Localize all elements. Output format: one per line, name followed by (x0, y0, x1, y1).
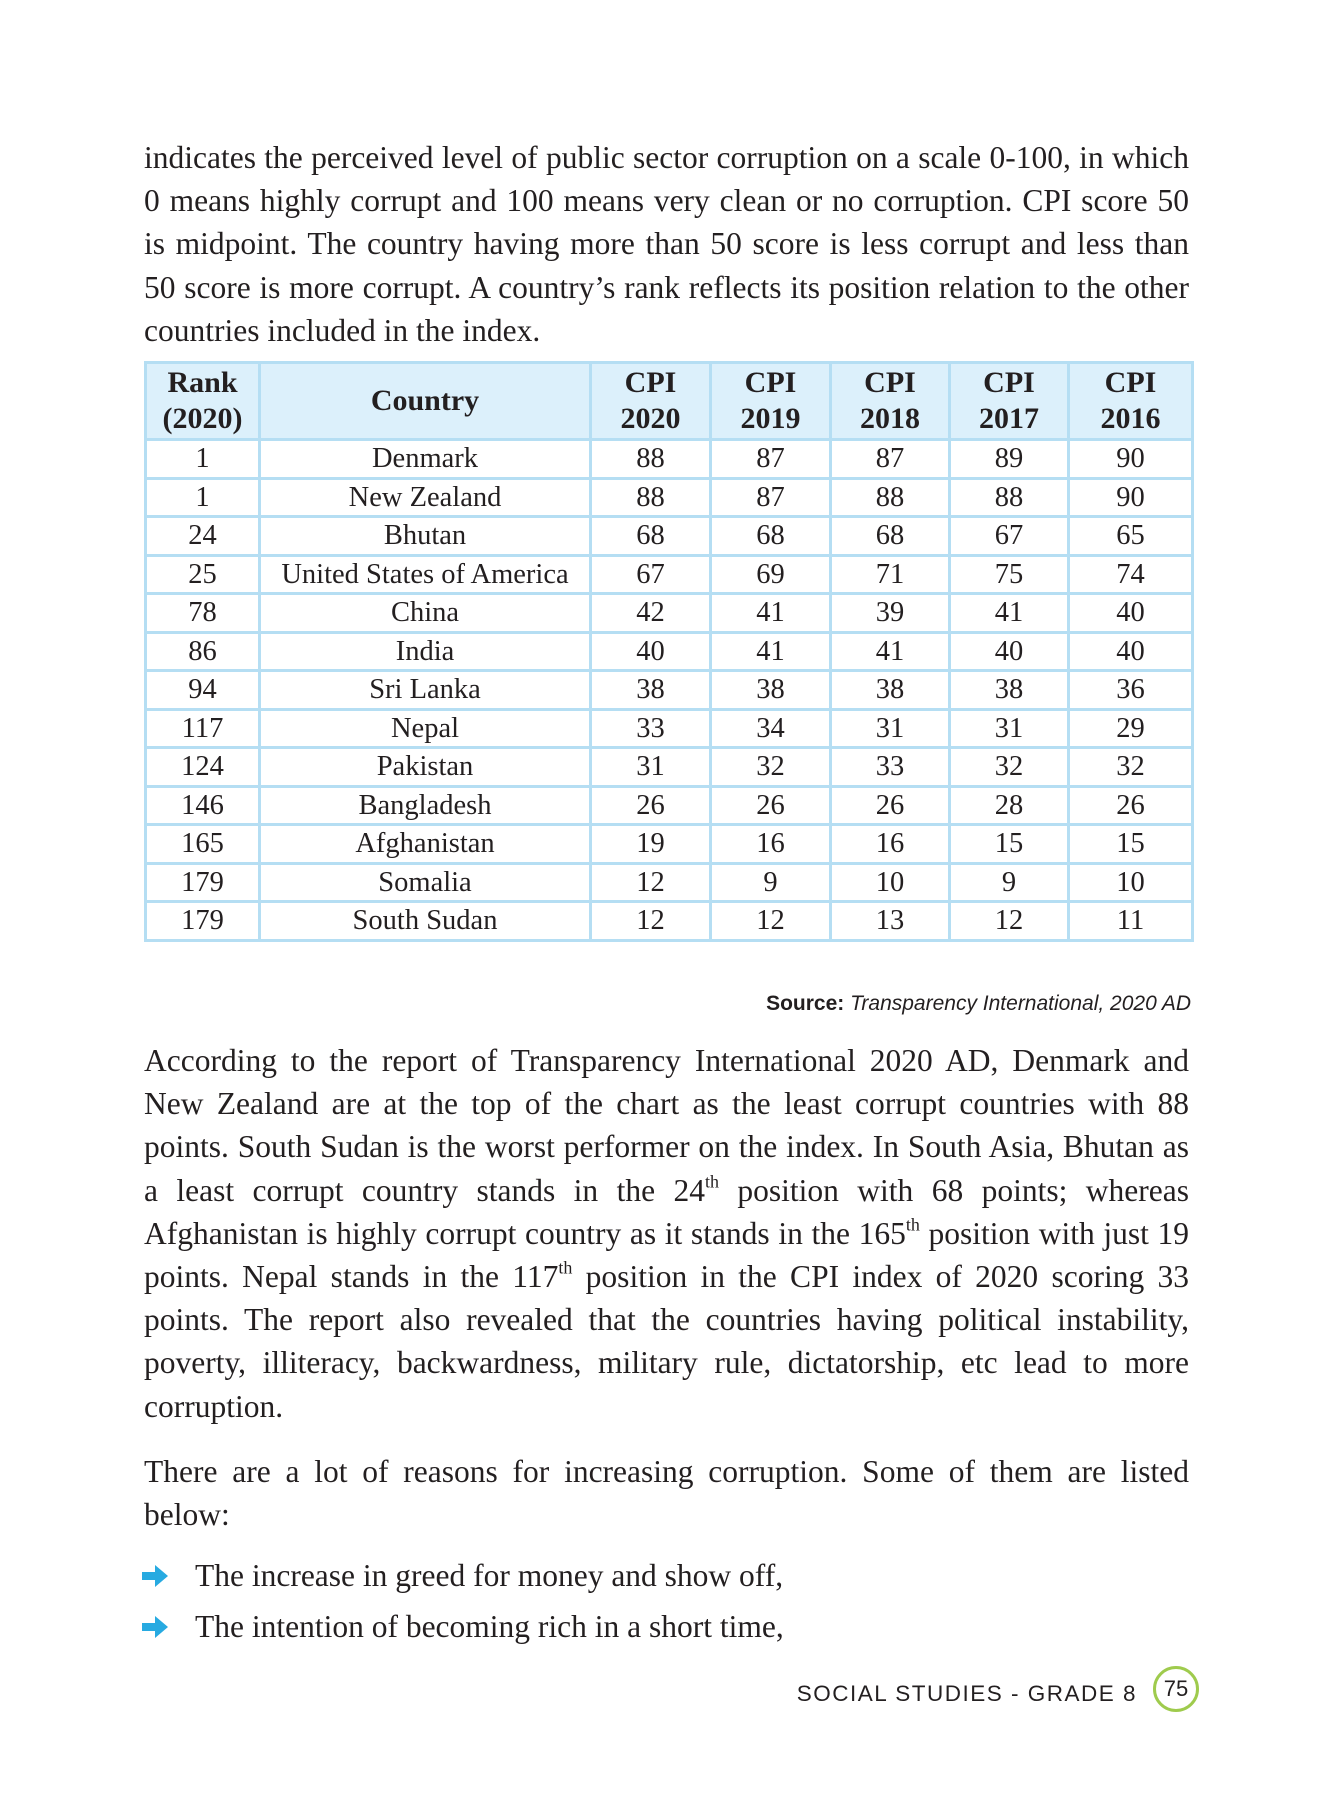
rank-cell: 117 (146, 709, 260, 748)
cpi-2017-cell: 31 (950, 709, 1069, 748)
cpi-2018-cell: 68 (831, 517, 950, 556)
cpi-2019-cell: 34 (711, 709, 831, 748)
cpi-2019-cell: 32 (711, 748, 831, 787)
table-row (146, 632, 1193, 671)
country-cell: India (260, 632, 591, 671)
footer-title: SOCIAL STUDIES - GRADE 8 (796, 1681, 1137, 1706)
arrow-right-icon (142, 1616, 168, 1638)
cpi-2018-cell: 41 (831, 632, 950, 671)
cpi-2018-cell: 87 (831, 440, 950, 479)
cpi-2018-cell: 31 (831, 709, 950, 748)
cpi-2020-cell: 68 (591, 517, 711, 556)
table-row (146, 825, 1193, 864)
cpi-2017-cell: 41 (950, 594, 1069, 633)
country-cell: New Zealand (260, 478, 591, 517)
cpi-2017-cell: 67 (950, 517, 1069, 556)
header-cpi-2016: CPI 2016 (1069, 363, 1193, 440)
table-row (146, 594, 1193, 633)
intro-paragraph: indicates the perceived level of public sector corruption on a scale 0-100, in which 0 means highly corrupt and 100 means very clean or no corruption. CPI score 50 is midpoint. The country having more than 50 score is less corrupt and less than 50 score is more corrupt. A country’s rank reflects its position relation to the other countries included in the index. (144, 140, 1189, 348)
cpi-2019-cell: 26 (711, 786, 831, 825)
cpi-table (144, 361, 1194, 942)
table-source (766, 992, 1191, 1016)
analysis-paragraph: According to the report of Transparency International 2020 AD, Denmark and New Zealand are at the top of the chart as the least corrupt countries with 88 points. South Sudan is the worst performer on the index. In South Asia, Bhutan as a least corrupt country stands in the 24th position with 68 points; whereas Afghanistan is highly corrupt country as it stands in the 165th position with just 19 points. Nepal stands in the 117th position in the CPI index of 2020 scoring 33 points. The report also revealed that the countries having political instability, poverty, illiteracy, backwardness, military rule, dictatorship, etc lead to more corruption. (144, 1043, 1190, 1424)
table-row (146, 517, 1193, 556)
cpi-2017-cell: 28 (950, 786, 1069, 825)
cpi-2017-cell: 75 (950, 555, 1069, 594)
cpi-2020-cell: 33 (591, 709, 711, 748)
cpi-2020-cell: 67 (591, 555, 711, 594)
header-rank: Rank (2020) (146, 363, 260, 440)
arrow-right-icon (142, 1565, 168, 1587)
cpi-2017-cell: 15 (950, 825, 1069, 864)
cpi-2019-cell: 41 (711, 632, 831, 671)
cpi-2016-cell: 65 (1069, 517, 1193, 556)
cpi-2019-cell: 41 (711, 594, 831, 633)
cpi-2020-cell: 88 (591, 478, 711, 517)
cpi-2019-cell: 87 (711, 440, 831, 479)
table-row (146, 555, 1193, 594)
rank-cell: 179 (146, 863, 260, 902)
cpi-2018-cell: 33 (831, 748, 950, 787)
table-row (146, 786, 1193, 825)
country-cell: Nepal (260, 709, 591, 748)
rank-cell: 78 (146, 594, 260, 633)
table-body (146, 440, 1193, 941)
country-cell: China (260, 594, 591, 633)
cpi-2019-cell: 38 (711, 671, 831, 710)
cpi-2016-cell: 40 (1069, 632, 1193, 671)
country-cell: Bhutan (260, 517, 591, 556)
country-cell: Pakistan (260, 748, 591, 787)
cpi-2018-cell: 16 (831, 825, 950, 864)
ordinal-suffix: th (704, 1171, 719, 1192)
cpi-2017-cell: 40 (950, 632, 1069, 671)
cpi-2018-cell: 71 (831, 555, 950, 594)
cpi-2020-cell: 42 (591, 594, 711, 633)
cpi-2018-cell: 38 (831, 671, 950, 710)
table-row (146, 671, 1193, 710)
rank-cell: 86 (146, 632, 260, 671)
cpi-2016-cell: 90 (1069, 440, 1193, 479)
rank-cell: 25 (146, 555, 260, 594)
cpi-2017-cell: 32 (950, 748, 1069, 787)
cpi-2016-cell: 40 (1069, 594, 1193, 633)
source-text: Transparency International, 2020 AD (850, 992, 1191, 1015)
reasons-intro-paragraph: There are a lot of reasons for increasing corruption. Some of them are listed below: (144, 1454, 1189, 1533)
table-row (146, 478, 1193, 517)
cpi-2018-cell: 39 (831, 594, 950, 633)
rank-cell: 179 (146, 902, 260, 941)
cpi-2018-cell: 26 (831, 786, 950, 825)
cpi-2018-cell: 13 (831, 902, 950, 941)
cpi-2020-cell: 38 (591, 671, 711, 710)
cpi-2020-cell: 88 (591, 440, 711, 479)
cpi-table-container (144, 361, 1191, 942)
cpi-2016-cell: 36 (1069, 671, 1193, 710)
cpi-2018-cell: 10 (831, 863, 950, 902)
rank-cell: 24 (146, 517, 260, 556)
cpi-2016-cell: 32 (1069, 748, 1193, 787)
rank-cell: 1 (146, 440, 260, 479)
header-cpi-2017: CPI 2017 (950, 363, 1069, 440)
cpi-2017-cell: 9 (950, 863, 1069, 902)
cpi-2016-cell: 90 (1069, 478, 1193, 517)
cpi-2019-cell: 16 (711, 825, 831, 864)
cpi-2020-cell: 31 (591, 748, 711, 787)
cpi-2020-cell: 12 (591, 902, 711, 941)
page-number-badge: 75 (1153, 1666, 1199, 1712)
header-cpi-2018: CPI 2018 (831, 363, 950, 440)
reasons-list (140, 1550, 784, 1652)
table-row (146, 709, 1193, 748)
cpi-2017-cell: 12 (950, 902, 1069, 941)
cpi-2017-cell: 89 (950, 440, 1069, 479)
cpi-2020-cell: 19 (591, 825, 711, 864)
country-cell: United States of America (260, 555, 591, 594)
rank-cell: 1 (146, 478, 260, 517)
rank-cell: 124 (146, 748, 260, 787)
ordinal-suffix: th (905, 1214, 920, 1235)
cpi-2020-cell: 40 (591, 632, 711, 671)
country-cell: Afghanistan (260, 825, 591, 864)
cpi-2019-cell: 9 (711, 863, 831, 902)
cpi-2018-cell: 88 (831, 478, 950, 517)
ordinal-suffix: th (558, 1257, 573, 1278)
country-cell: Denmark (260, 440, 591, 479)
cpi-2019-cell: 68 (711, 517, 831, 556)
country-cell: Bangladesh (260, 786, 591, 825)
country-cell: Sri Lanka (260, 671, 591, 710)
country-cell: Somalia (260, 863, 591, 902)
list-item: The increase in greed for money and show off, (140, 1550, 784, 1601)
cpi-2016-cell: 15 (1069, 825, 1193, 864)
rank-cell: 94 (146, 671, 260, 710)
cpi-2016-cell: 10 (1069, 863, 1193, 902)
cpi-2016-cell: 74 (1069, 555, 1193, 594)
table-row (146, 902, 1193, 941)
cpi-2020-cell: 12 (591, 863, 711, 902)
cpi-2016-cell: 26 (1069, 786, 1193, 825)
table-row (146, 748, 1193, 787)
cpi-2020-cell: 26 (591, 786, 711, 825)
country-cell: South Sudan (260, 902, 591, 941)
list-item: The intention of becoming rich in a short time, (140, 1601, 784, 1652)
cpi-2017-cell: 38 (950, 671, 1069, 710)
table-header-row (146, 363, 1193, 440)
rank-cell: 165 (146, 825, 260, 864)
rank-cell: 146 (146, 786, 260, 825)
cpi-2019-cell: 69 (711, 555, 831, 594)
cpi-2016-cell: 29 (1069, 709, 1193, 748)
cpi-2017-cell: 88 (950, 478, 1069, 517)
header-country: Country (260, 363, 591, 440)
source-label: Source: (766, 992, 845, 1015)
table-row (146, 863, 1193, 902)
table-row (146, 440, 1193, 479)
cpi-2019-cell: 12 (711, 902, 831, 941)
cpi-2016-cell: 11 (1069, 902, 1193, 941)
header-cpi-2019: CPI 2019 (711, 363, 831, 440)
header-cpi-2020: CPI 2020 (591, 363, 711, 440)
cpi-2019-cell: 87 (711, 478, 831, 517)
